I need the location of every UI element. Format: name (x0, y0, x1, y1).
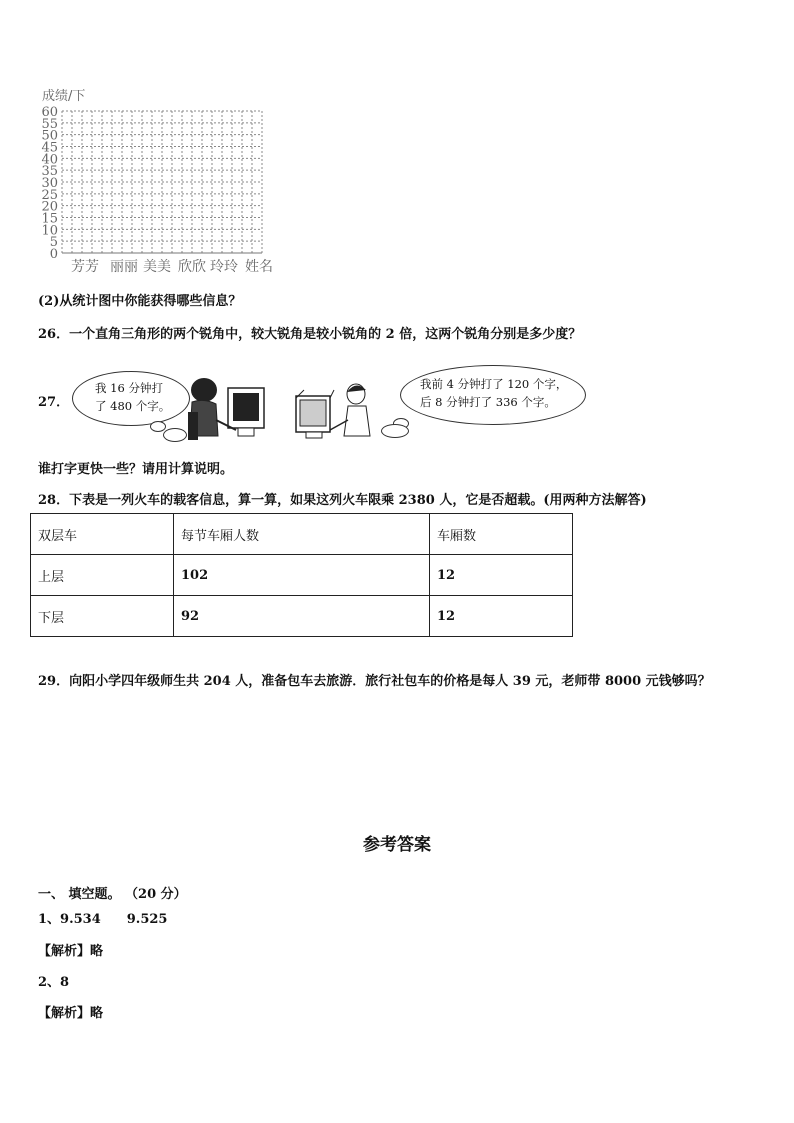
y-tick-label: 40 (41, 152, 58, 168)
thought-dot (163, 428, 187, 442)
x-axis-label: 姓名 (245, 259, 273, 275)
boy-typing-illustration (186, 376, 278, 442)
y-tick-label: 10 (41, 223, 58, 239)
table-cell: 下层 (31, 596, 174, 637)
right-bubble-line-2: 后 8 分钟打了 336 个字。 (420, 395, 556, 409)
table-row (31, 596, 573, 637)
left-bubble-line-1: 我 16 分钟打 (95, 381, 163, 395)
thought-dot (150, 421, 166, 432)
x-category-label: 芳芳 (71, 259, 99, 275)
y-tick-label: 5 (49, 235, 58, 251)
table-cell: 92 (174, 596, 430, 637)
header-cell: 双层车 (31, 514, 174, 555)
left-bubble-line-2: 了 480 个字。 (95, 399, 171, 413)
answer-2-note: 【解析】略 (38, 1006, 104, 1021)
question-26: 26．一个直角三角形的两个锐角中，较大锐角是较小锐角的 2 倍，这两个锐角分别是多少度？ (38, 327, 582, 342)
x-category-label: 玲玲 (210, 259, 238, 275)
y-tick-label: 50 (41, 128, 58, 144)
y-tick-label: 60 (41, 105, 58, 120)
train-passenger-table (30, 513, 573, 637)
y-tick-label: 25 (41, 187, 58, 203)
table-cell: 12 (430, 596, 573, 637)
x-category-label: 美美 (143, 259, 171, 275)
table-cell: 12 (430, 555, 573, 596)
table-header-row (31, 514, 573, 555)
y-tick-label: 35 (41, 164, 58, 180)
table-row (31, 555, 573, 596)
thought-dot (381, 424, 409, 438)
answer-2: 2、8 (38, 975, 70, 990)
x-category-label: 欣欣 (178, 259, 206, 275)
y-tick-label: 20 (41, 199, 58, 215)
question-27-prompt: 谁打字更快一些？请用计算说明。 (38, 462, 234, 477)
y-axis-label: 成绩/下 (42, 89, 86, 104)
question-27-number: 27． (38, 395, 70, 410)
y-tick-label: 0 (49, 247, 58, 262)
chart-svg (38, 86, 288, 276)
score-chart (38, 86, 288, 276)
y-tick-label: 45 (41, 140, 58, 156)
header-cell: 每节车厢人数 (174, 514, 430, 555)
answers-section-heading: 一、 填空题。 （20 分） (38, 887, 187, 902)
x-category-label: 丽丽 (110, 259, 138, 275)
y-tick-label: 30 (41, 176, 58, 191)
girl-typing-illustration (290, 380, 380, 440)
table-cell: 102 (174, 555, 430, 596)
right-bubble-line-1: 我前 4 分钟打了 120 个字， (420, 377, 568, 391)
left-speech-bubble (72, 371, 190, 426)
header-cell: 车厢数 (430, 514, 573, 555)
question-29: 29．向阳小学四年级师生共 204 人，准备包车去旅游．旅行社包车的价格是每人 39 元，老师带 8000 元钱够吗？ (38, 674, 711, 689)
right-speech-bubble (400, 365, 586, 425)
question-28: 28．下表是一列火车的载客信息，算一算，如果这列火车限乘 2380 人，它是否超载。(用两种方法解答) (38, 493, 647, 508)
question-25-2: (2)从统计图中你能获得哪些信息？ (38, 294, 242, 309)
y-tick-label: 55 (41, 116, 58, 132)
answers-title: 参考答案 (363, 835, 431, 855)
y-tick-label: 15 (41, 211, 58, 227)
table-cell: 上层 (31, 555, 174, 596)
answer-1: 1、9.534 9.525 (38, 912, 168, 927)
answer-1-note: 【解析】略 (38, 944, 104, 959)
